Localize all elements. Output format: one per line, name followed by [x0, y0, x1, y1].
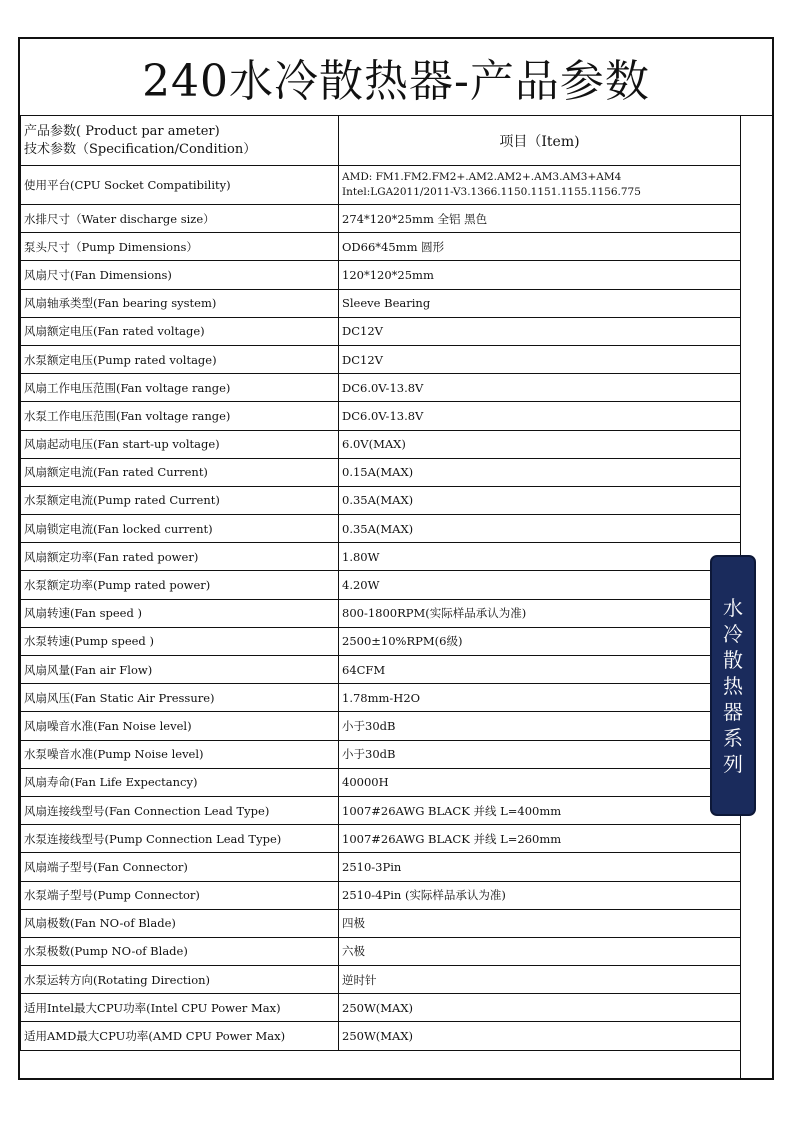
spec-sheet [18, 37, 774, 1080]
row-label: 风扇转速(Fan speed ) [21, 599, 339, 627]
item-header-cell: 项目（Item) [339, 116, 741, 166]
row-value: 小于30dB [339, 740, 741, 768]
table-row [21, 712, 741, 740]
row-value: 逆时针 [339, 966, 741, 994]
row-value: 250W(MAX) [339, 1022, 741, 1050]
table-row [21, 515, 741, 543]
param-label-line1: 产品参数( Product par ameter) [24, 123, 220, 139]
table-row [21, 261, 741, 289]
table-row [21, 881, 741, 909]
table-row [21, 571, 741, 599]
table-row [21, 937, 741, 965]
row-label: 风扇轴承类型(Fan bearing system) [21, 289, 339, 317]
page-title: 240水冷散热器-产品参数 [20, 39, 772, 116]
param-label-line2: 技术参数（Specification/Condition） [24, 141, 257, 157]
row-label: 风扇额定电流(Fan rated Current) [21, 458, 339, 486]
row-label: 水泵工作电压范围(Fan voltage range) [21, 402, 339, 430]
table-row [21, 402, 741, 430]
series-badge-char: 水 [723, 595, 743, 620]
row-value: 4.20W [339, 571, 741, 599]
table-header-row [21, 116, 741, 166]
row-value: DC12V [339, 317, 741, 345]
row-value: 小于30dB [339, 712, 741, 740]
row-value: 0.35A(MAX) [339, 486, 741, 514]
row-label: 风扇额定功率(Fan rated power) [21, 543, 339, 571]
table-row [21, 684, 741, 712]
row-label: 水泵极数(Pump NO-of Blade) [21, 937, 339, 965]
row-value: 1007#26AWG BLACK 并线 L=400mm [339, 796, 741, 824]
table-row [21, 740, 741, 768]
row-value: 0.15A(MAX) [339, 458, 741, 486]
row-value: 2510-3Pin [339, 853, 741, 881]
series-badge [710, 555, 756, 816]
series-badge-char: 散 [723, 647, 743, 672]
row-value: 四极 [339, 909, 741, 937]
table-row [21, 166, 741, 205]
row-value: OD66*45mm 圆形 [339, 233, 741, 261]
table-row [21, 458, 741, 486]
row-value: 六极 [339, 937, 741, 965]
row-label: 水泵额定电压(Pump rated voltage) [21, 345, 339, 373]
row-value: 64CFM [339, 656, 741, 684]
table-row [21, 599, 741, 627]
row-value: 40000H [339, 768, 741, 796]
row-label: 水泵转速(Pump speed ) [21, 627, 339, 655]
row-label: 风扇工作电压范围(Fan voltage range) [21, 374, 339, 402]
param-header-cell [21, 116, 339, 166]
table-row [21, 430, 741, 458]
row-label: 风扇额定电压(Fan rated voltage) [21, 317, 339, 345]
row-label: 风扇起动电压(Fan start-up voltage) [21, 430, 339, 458]
row-value: DC6.0V-13.8V [339, 402, 741, 430]
row-label: 风扇寿命(Fan Life Expectancy) [21, 768, 339, 796]
row-label: 适用AMD最大CPU功率(AMD CPU Power Max) [21, 1022, 339, 1050]
row-label: 水泵额定功率(Pump rated power) [21, 571, 339, 599]
compat-amd: AMD: FM1.FM2.FM2+.AM2.AM2+.AM3.AM3+AM4 [342, 171, 622, 183]
row-label: 水排尺寸（Water discharge size） [21, 205, 339, 233]
row-label: 风扇噪音水准(Fan Noise level) [21, 712, 339, 740]
table-row [21, 317, 741, 345]
row-label: 使用平台(CPU Socket Compatibility) [21, 166, 339, 205]
row-label: 风扇极数(Fan NO-of Blade) [21, 909, 339, 937]
table-row [21, 909, 741, 937]
row-value: 1007#26AWG BLACK 并线 L=260mm [339, 825, 741, 853]
table-row [21, 345, 741, 373]
table-row [21, 289, 741, 317]
table-row [21, 994, 741, 1022]
table-row [21, 233, 741, 261]
table-row [21, 627, 741, 655]
table-row [21, 966, 741, 994]
row-label: 水泵端子型号(Pump Connector) [21, 881, 339, 909]
row-value: 6.0V(MAX) [339, 430, 741, 458]
series-badge-char: 冷 [723, 621, 743, 646]
row-label: 泵头尺寸（Pump Dimensions） [21, 233, 339, 261]
row-value: 1.80W [339, 543, 741, 571]
table-row [21, 768, 741, 796]
table-row [21, 205, 741, 233]
series-badge-char: 热 [723, 673, 743, 698]
table-row [21, 656, 741, 684]
series-badge-char: 系 [723, 725, 743, 750]
row-value: 0.35A(MAX) [339, 515, 741, 543]
table-row [21, 543, 741, 571]
row-label: 风扇风量(Fan air Flow) [21, 656, 339, 684]
compat-intel: Intel:LGA2011/2011-V3.1366.1150.1151.1155.1156.775 [342, 186, 641, 198]
row-value: 274*120*25mm 全铝 黑色 [339, 205, 741, 233]
row-value: DC6.0V-13.8V [339, 374, 741, 402]
table-row [21, 374, 741, 402]
row-label: 水泵连接线型号(Pump Connection Lead Type) [21, 825, 339, 853]
spec-table [20, 115, 741, 1051]
row-label: 水泵运转方向(Rotating Direction) [21, 966, 339, 994]
row-label: 水泵噪音水准(Pump Noise level) [21, 740, 339, 768]
row-value: 1.78mm-H2O [339, 684, 741, 712]
series-badge-char: 列 [723, 751, 743, 776]
row-value: 120*120*25mm [339, 261, 741, 289]
table-row [21, 825, 741, 853]
table-row [21, 1022, 741, 1050]
row-value [339, 166, 741, 205]
row-label: 水泵额定电流(Pump rated Current) [21, 486, 339, 514]
row-label: 风扇锁定电流(Fan locked current) [21, 515, 339, 543]
row-label: 风扇风压(Fan Static Air Pressure) [21, 684, 339, 712]
row-value: 2510-4Pin (实际样品承认为准) [339, 881, 741, 909]
series-badge-char: 器 [723, 699, 743, 724]
table-row [21, 853, 741, 881]
row-value: 2500±10%RPM(6级) [339, 627, 741, 655]
row-value: Sleeve Bearing [339, 289, 741, 317]
row-label: 风扇端子型号(Fan Connector) [21, 853, 339, 881]
row-label: 风扇连接线型号(Fan Connection Lead Type) [21, 796, 339, 824]
row-value: 800-1800RPM(实际样品承认为准) [339, 599, 741, 627]
row-value: 250W(MAX) [339, 994, 741, 1022]
table-row [21, 486, 741, 514]
table-row [21, 796, 741, 824]
row-label: 适用Intel最大CPU功率(Intel CPU Power Max) [21, 994, 339, 1022]
row-label: 风扇尺寸(Fan Dimensions) [21, 261, 339, 289]
row-value: DC12V [339, 345, 741, 373]
